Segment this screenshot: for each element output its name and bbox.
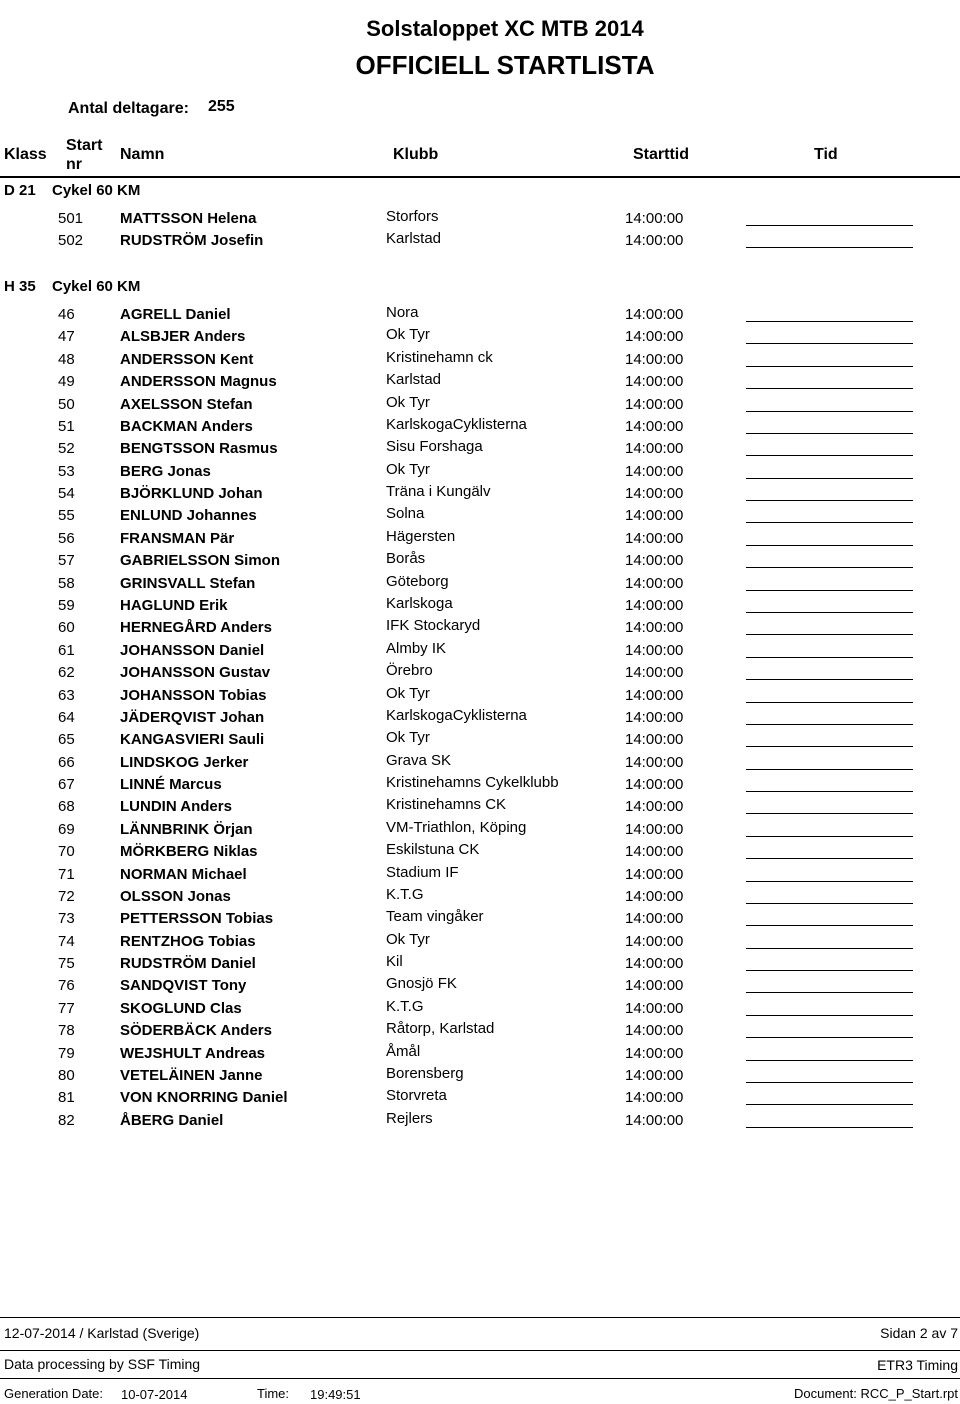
table-row xyxy=(0,977,960,999)
athlete-name: GABRIELSSON Simon xyxy=(120,552,281,570)
list-title: OFFICIELL STARTLISTA xyxy=(355,50,655,80)
start-time: 14:00:00 xyxy=(625,1066,684,1084)
club-name: Eskilstuna CK xyxy=(386,841,480,859)
footer-generation-label: Generation Date: xyxy=(4,1386,104,1401)
club-name: Åmål xyxy=(386,1042,421,1060)
club-name: Nora xyxy=(386,304,419,321)
class-code: H 35 xyxy=(4,278,36,295)
footer-divider-bottom xyxy=(0,1378,960,1379)
club-name: Gnosjö FK xyxy=(386,975,457,993)
start-time: 14:00:00 xyxy=(625,664,684,682)
table-row xyxy=(0,930,960,955)
athlete-name: LÄNNBRINK Örjan xyxy=(120,820,253,838)
start-number: 71 xyxy=(58,865,75,883)
result-time-blank xyxy=(746,836,913,837)
start-time: 14:00:00 xyxy=(625,776,684,793)
column-starttid: Starttid xyxy=(633,146,689,163)
start-number: 60 xyxy=(58,619,75,637)
table-row xyxy=(0,1042,960,1067)
athlete-name: VETELÄINEN Janne xyxy=(120,1066,263,1084)
start-time: 14:00:00 xyxy=(625,865,684,883)
athlete-name: GRINSVALL Stefan xyxy=(120,574,256,592)
result-time-blank xyxy=(746,992,913,993)
table-row xyxy=(0,232,960,254)
start-number: 49 xyxy=(58,373,75,391)
start-number: 56 xyxy=(58,529,75,547)
athlete-name: HAGLUND Erik xyxy=(120,596,228,614)
column-klubb: Klubb xyxy=(393,146,439,163)
table-row xyxy=(0,485,960,507)
result-time-blank xyxy=(746,881,913,882)
result-time-blank xyxy=(746,612,913,613)
start-time: 14:00:00 xyxy=(625,574,684,592)
athlete-name: MÖRKBERG Niklas xyxy=(120,843,258,861)
result-time-blank xyxy=(746,366,913,367)
table-row xyxy=(0,639,960,664)
start-time: 14:00:00 xyxy=(625,210,684,227)
start-time: 14:00:00 xyxy=(625,350,684,368)
athlete-name: KANGASVIERI Sauli xyxy=(120,731,265,749)
athlete-name: JÄDERQVIST Johan xyxy=(120,708,265,726)
table-row xyxy=(0,460,960,485)
table-row xyxy=(0,776,960,798)
result-time-blank xyxy=(746,433,913,434)
table-row xyxy=(0,843,960,865)
start-number: 57 xyxy=(58,552,75,570)
start-number: 70 xyxy=(58,843,75,861)
start-time: 14:00:00 xyxy=(625,417,684,435)
result-time-blank xyxy=(746,478,913,479)
start-time: 14:00:00 xyxy=(625,708,684,726)
result-time-blank xyxy=(746,634,913,635)
table-row xyxy=(0,572,960,597)
start-number: 75 xyxy=(58,955,75,972)
athlete-name: ANDERSSON Magnus xyxy=(120,373,277,391)
start-time: 14:00:00 xyxy=(625,999,684,1017)
club-name: Ok Tyr xyxy=(386,393,430,411)
class-code: D 21 xyxy=(4,182,36,199)
start-number: 77 xyxy=(58,999,75,1017)
club-name: Karlskoga xyxy=(386,594,453,612)
athlete-name: ALSBJER Anders xyxy=(120,328,246,346)
club-name: Solna xyxy=(386,505,425,523)
athlete-name: BACKMAN Anders xyxy=(120,417,253,435)
club-name: Kristinehamns CK xyxy=(386,796,507,814)
column-start-line1: Start xyxy=(66,137,103,154)
result-time-blank xyxy=(746,321,913,322)
header-divider xyxy=(0,176,960,178)
column-tid: Tid xyxy=(814,146,838,163)
start-number: 52 xyxy=(58,440,75,458)
start-number: 501 xyxy=(58,210,84,227)
athlete-name: AXELSSON Stefan xyxy=(120,395,253,413)
table-row xyxy=(0,751,960,776)
table-row xyxy=(0,1089,960,1111)
start-time: 14:00:00 xyxy=(625,328,684,346)
club-name: Ok Tyr xyxy=(386,460,430,478)
club-name: Kristinehamn ck xyxy=(386,348,493,366)
table-row xyxy=(0,798,960,820)
start-number: 59 xyxy=(58,596,75,614)
result-time-blank xyxy=(746,769,913,770)
start-time: 14:00:00 xyxy=(625,843,684,861)
start-number: 79 xyxy=(58,1044,75,1062)
column-klass: Klass xyxy=(4,146,47,163)
column-namn: Namn xyxy=(120,146,165,163)
table-row xyxy=(0,1022,960,1044)
footer-time-label: Time: xyxy=(257,1386,290,1401)
athlete-name: OLSSON Jonas xyxy=(120,887,231,905)
class-name: Cykel 60 KM xyxy=(52,278,141,295)
result-time-blank xyxy=(746,948,913,949)
result-time-blank xyxy=(746,1060,913,1061)
table-row xyxy=(0,527,960,552)
table-row xyxy=(0,552,960,574)
athlete-name: ÅBERG Daniel xyxy=(120,1111,224,1129)
athlete-name: JOHANSSON Tobias xyxy=(120,686,267,704)
club-name: Almby IK xyxy=(386,639,447,657)
start-time: 14:00:00 xyxy=(625,619,684,637)
start-time: 14:00:00 xyxy=(625,1089,684,1107)
start-number: 47 xyxy=(58,328,75,346)
participants-label: Antal deltagare: xyxy=(68,100,189,117)
club-name: K.T.G xyxy=(386,885,424,903)
table-row xyxy=(0,440,960,462)
result-time-blank xyxy=(746,970,913,971)
club-name: Hägersten xyxy=(386,527,456,545)
club-name: Team vingåker xyxy=(386,908,484,926)
table-row xyxy=(0,415,960,440)
athlete-name: SANDQVIST Tony xyxy=(120,977,247,995)
result-time-blank xyxy=(746,858,913,859)
club-name: Råtorp, Karlstad xyxy=(386,1020,495,1038)
start-time: 14:00:00 xyxy=(625,462,684,480)
start-time: 14:00:00 xyxy=(625,1111,684,1129)
table-row xyxy=(0,348,960,373)
result-time-blank xyxy=(746,813,913,814)
athlete-name: SÖDERBÄCK Anders xyxy=(120,1022,272,1040)
club-name: Kristinehamns Cykelklubb xyxy=(386,774,559,791)
athlete-name: WEJSHULT Andreas xyxy=(120,1044,266,1062)
club-name: Rejlers xyxy=(386,1109,433,1127)
start-time: 14:00:00 xyxy=(625,1044,684,1062)
start-number: 63 xyxy=(58,686,75,704)
start-time: 14:00:00 xyxy=(625,552,684,570)
start-number: 66 xyxy=(58,753,75,771)
result-time-blank xyxy=(746,903,913,904)
result-time-blank xyxy=(746,1082,913,1083)
start-number: 62 xyxy=(58,664,75,682)
club-name: Karlstad xyxy=(386,230,442,248)
footer-divider-middle xyxy=(0,1350,960,1351)
table-row xyxy=(0,955,960,977)
athlete-name: JOHANSSON Gustav xyxy=(120,664,271,682)
club-name: Storfors xyxy=(386,208,439,225)
start-time: 14:00:00 xyxy=(625,731,684,749)
table-row xyxy=(0,684,960,709)
club-name: Ok Tyr xyxy=(386,326,430,344)
athlete-name: NORMAN Michael xyxy=(120,865,247,883)
result-time-blank xyxy=(746,522,913,523)
result-time-blank xyxy=(746,746,913,747)
start-number: 50 xyxy=(58,395,75,413)
start-time: 14:00:00 xyxy=(625,395,684,413)
table-row xyxy=(0,997,960,1022)
result-time-blank xyxy=(746,500,913,501)
athlete-name: RUDSTRÖM Josefin xyxy=(120,232,264,250)
result-time-blank xyxy=(746,702,913,703)
athlete-name: HERNEGÅRD Anders xyxy=(120,619,272,637)
result-time-blank xyxy=(746,567,913,568)
start-number: 502 xyxy=(58,232,84,250)
athlete-name: SKOGLUND Clas xyxy=(120,999,242,1017)
result-time-blank xyxy=(746,1015,913,1016)
table-row xyxy=(0,910,960,932)
footer-document: Document: RCC_P_Start.rpt xyxy=(793,1386,958,1401)
result-time-blank xyxy=(746,791,913,792)
table-row xyxy=(0,731,960,753)
club-name: Sisu Forshaga xyxy=(386,438,483,456)
table-row xyxy=(0,1109,960,1134)
result-time-blank xyxy=(746,247,913,248)
club-name: Göteborg xyxy=(386,572,449,590)
result-time-blank xyxy=(746,343,913,344)
start-time: 14:00:00 xyxy=(625,955,684,972)
club-name: Ok Tyr xyxy=(386,729,430,747)
athlete-name: JOHANSSON Daniel xyxy=(120,641,265,659)
start-time: 14:00:00 xyxy=(625,910,684,928)
table-row xyxy=(0,373,960,395)
footer-divider-top xyxy=(0,1317,960,1318)
participants-count: 255 xyxy=(208,98,235,115)
athlete-name: VON KNORRING Daniel xyxy=(120,1089,288,1107)
start-number: 58 xyxy=(58,574,75,592)
club-name: Ok Tyr xyxy=(386,684,430,702)
start-number: 46 xyxy=(58,306,75,323)
start-time: 14:00:00 xyxy=(625,977,684,995)
start-number: 67 xyxy=(58,776,75,793)
athlete-name: ENLUND Johannes xyxy=(120,507,257,525)
start-time: 14:00:00 xyxy=(625,820,684,838)
start-time: 14:00:00 xyxy=(625,686,684,704)
result-time-blank xyxy=(746,679,913,680)
table-row xyxy=(0,594,960,619)
club-name: Storvreta xyxy=(386,1087,447,1105)
start-time: 14:00:00 xyxy=(625,507,684,525)
table-row xyxy=(0,393,960,418)
club-name: Borensberg xyxy=(386,1064,464,1082)
club-name: Stadium IF xyxy=(386,863,459,881)
result-time-blank xyxy=(746,388,913,389)
table-row xyxy=(0,210,960,232)
club-name: Borås xyxy=(386,550,426,568)
result-time-blank xyxy=(746,925,913,926)
table-row xyxy=(0,306,960,328)
athlete-name: ANDERSSON Kent xyxy=(120,350,254,368)
start-time: 14:00:00 xyxy=(625,887,684,905)
start-time: 14:00:00 xyxy=(625,485,684,502)
athlete-name: FRANSMAN Pär xyxy=(120,529,235,547)
start-number: 68 xyxy=(58,798,75,816)
athlete-name: MATTSSON Helena xyxy=(120,210,257,227)
table-row xyxy=(0,507,960,529)
athlete-name: BERG Jonas xyxy=(120,462,211,480)
start-number: 72 xyxy=(58,887,75,905)
table-row xyxy=(0,885,960,910)
start-number: 64 xyxy=(58,708,75,726)
start-number: 69 xyxy=(58,820,75,838)
result-time-blank xyxy=(746,411,913,412)
athlete-name: RENTZHOG Tobias xyxy=(120,932,256,950)
start-number: 74 xyxy=(58,932,75,950)
start-number: 55 xyxy=(58,507,75,525)
start-time: 14:00:00 xyxy=(625,440,684,458)
start-time: 14:00:00 xyxy=(625,232,684,250)
start-time: 14:00:00 xyxy=(625,596,684,614)
result-time-blank xyxy=(746,1104,913,1105)
table-row xyxy=(0,818,960,843)
footer-data-processing: Data processing by SSF Timing xyxy=(4,1356,201,1372)
table-row xyxy=(0,706,960,731)
start-number: 82 xyxy=(58,1111,75,1129)
start-time: 14:00:00 xyxy=(625,641,684,659)
result-time-blank xyxy=(746,455,913,456)
athlete-name: LINNÉ Marcus xyxy=(120,776,222,793)
event-title: Solstaloppet XC MTB 2014 xyxy=(366,16,644,41)
start-number: 65 xyxy=(58,731,75,749)
class-name: Cykel 60 KM xyxy=(52,182,141,199)
start-time: 14:00:00 xyxy=(625,306,684,323)
start-number: 53 xyxy=(58,462,75,480)
club-name: K.T.G xyxy=(386,997,424,1015)
start-number: 48 xyxy=(58,350,75,368)
footer-generation-date: 10-07-2014 xyxy=(121,1387,188,1402)
club-name: Grava SK xyxy=(386,751,452,769)
result-time-blank xyxy=(746,1037,913,1038)
table-row xyxy=(0,1064,960,1089)
start-number: 80 xyxy=(58,1066,75,1084)
result-time-blank xyxy=(746,545,913,546)
athlete-name: LINDSKOG Jerker xyxy=(120,753,249,771)
athlete-name: AGRELL Daniel xyxy=(120,306,231,323)
result-time-blank xyxy=(746,657,913,658)
result-time-blank xyxy=(746,590,913,591)
athlete-name: PETTERSSON Tobias xyxy=(120,910,274,928)
column-start-line2: nr xyxy=(66,156,82,173)
club-name: Kil xyxy=(386,953,403,970)
athlete-name: LUNDIN Anders xyxy=(120,798,232,816)
start-number: 81 xyxy=(58,1089,75,1107)
club-name: Träna i Kungälv xyxy=(386,483,491,500)
table-row xyxy=(0,619,960,641)
result-time-blank xyxy=(746,1127,913,1128)
start-time: 14:00:00 xyxy=(625,529,684,547)
club-name: Karlstad xyxy=(386,371,442,389)
table-row xyxy=(0,664,960,686)
start-number: 76 xyxy=(58,977,75,995)
athlete-name: RUDSTRÖM Daniel xyxy=(120,955,256,972)
start-number: 73 xyxy=(58,910,75,928)
club-name: Ok Tyr xyxy=(386,930,430,948)
start-number: 51 xyxy=(58,417,75,435)
start-number: 54 xyxy=(58,485,75,502)
footer-system: ETR3 Timing xyxy=(877,1357,958,1373)
column-start-nr xyxy=(66,136,102,174)
table-row xyxy=(0,328,960,350)
club-name: IFK Stockaryd xyxy=(386,617,481,635)
footer-page: Sidan 2 av 7 xyxy=(880,1325,958,1341)
athlete-name: BENGTSSON Rasmus xyxy=(120,440,278,458)
club-name: KarlskogaCyklisterna xyxy=(386,415,527,433)
start-time: 14:00:00 xyxy=(625,373,684,391)
start-number: 61 xyxy=(58,641,75,659)
club-name: VM-Triathlon, Köping xyxy=(386,818,527,836)
start-time: 14:00:00 xyxy=(625,932,684,950)
club-name: Örebro xyxy=(386,662,433,680)
club-name: KarlskogaCyklisterna xyxy=(386,706,527,724)
result-time-blank xyxy=(746,724,913,725)
start-time: 14:00:00 xyxy=(625,798,684,816)
start-time: 14:00:00 xyxy=(625,753,684,771)
result-time-blank xyxy=(746,225,913,226)
table-row xyxy=(0,863,960,888)
footer-time-value: 19:49:51 xyxy=(310,1387,361,1402)
athlete-name: BJÖRKLUND Johan xyxy=(120,485,263,502)
start-number: 78 xyxy=(58,1022,75,1040)
start-time: 14:00:00 xyxy=(625,1022,684,1040)
footer-date-place: 12-07-2014 / Karlstad (Sverige) xyxy=(4,1325,200,1341)
